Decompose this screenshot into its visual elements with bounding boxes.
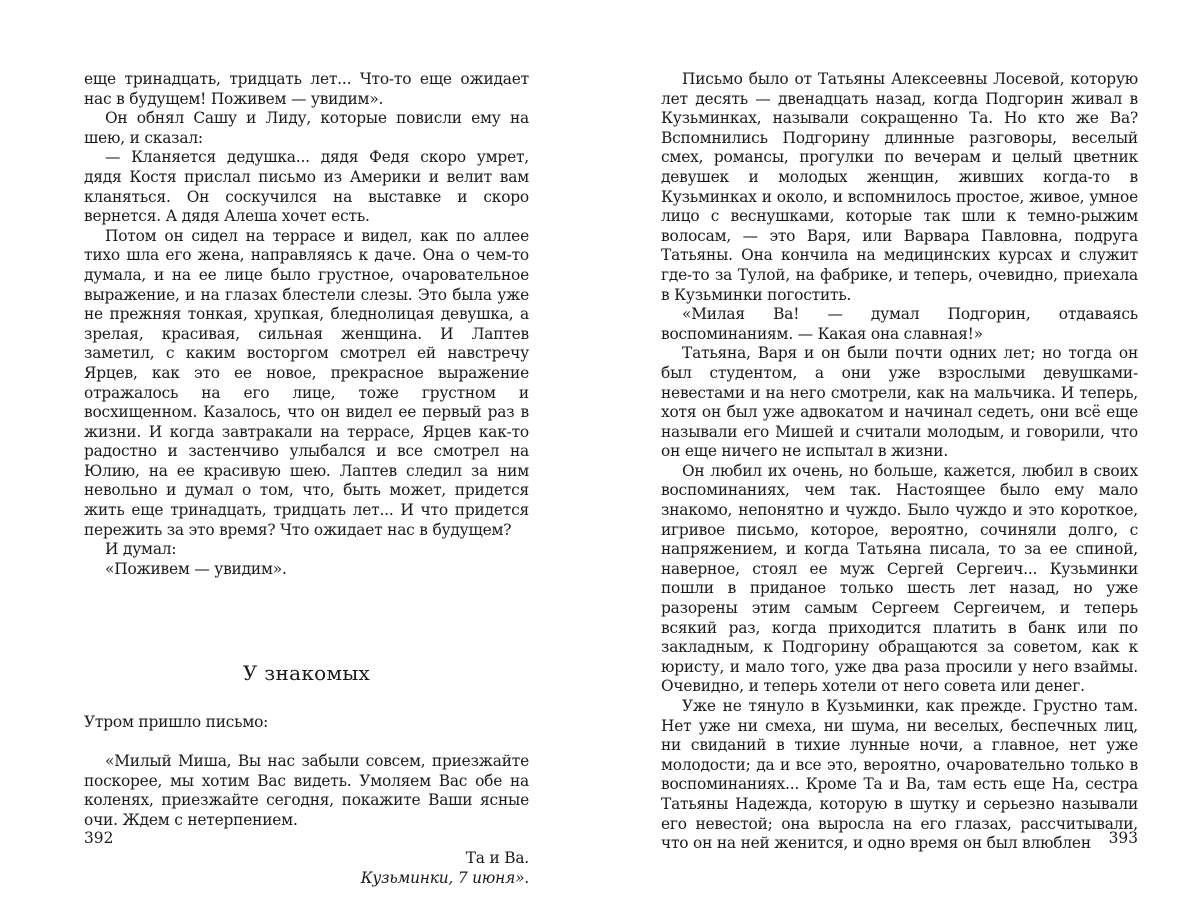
paragraph: Уже не тянуло в Кузьминки, как прежде. Грустно там. Нет уже ни смеха, ни шума, ни веселых, беспечных лиц, ни свиданий в тихие лунные ночи, а главное, нет уже молодости; да и все это, вероятно, очаровательно только в воспоминаниях... Кроме Та и Ва, там есть еще На, сестра Татьяны Надежда, которую в шутку и серьезно называли его невестой; она выросла на его глазах, рассчитывали, что он на ней женится, и одно время он был влюблен [661, 697, 1138, 853]
chapter-heading: У знакомых [242, 661, 371, 686]
right-page [600, 0, 1200, 900]
page-number-left: 392 [84, 829, 114, 847]
spacer [84, 830, 529, 849]
paragraph: «Поживем — увидим». [105, 559, 287, 578]
letter-text: «Милый Миша, Вы нас забыли совсем, приезжайте поскорее, мы хотим Вас видеть. Умоляем Вас обе на коленях, приезжайте сегодня, покажите Ваши ясные очи. Ждем с нетерпением. [84, 752, 529, 829]
letter-signature: Та и Ва. [465, 849, 529, 868]
paragraph: — Кланяется дедушка... дядя Федя скоро умрет, дядя Костя прислал письмо из Америки и велит вам кланяться. Он соскучился на выставке и скоро вернется. А дядя Алеша хочет есть. [84, 148, 529, 226]
left-text-column [84, 70, 529, 889]
paragraph: Он обнял Сашу и Лиду, которые повисли ему на шею, и сказал: [84, 109, 529, 147]
paragraph: Потом он сидел на террасе и видел, как по аллее тихо шла его жена, направляясь к даче. Она о чем-то думала, и на ее лице было грустное, очаровательное выражение, и на глазах блестели слезы. Это была уже не прежняя тонкая, хрупкая, бледнолицая девушка, а зрелая, красивая, сильная женщина. И Лаптев заметил, с каким восторгом смотрел ей навстречу Ярцев, как это ее новое, прекрасное выражение отражалось на его лице, тоже грустном и восхищенном. Казалось, что он видел ее первый раз в жизни. И когда завтракали на террасе, Ярцев как-то радостно и застенчиво улыбался и все смотрел на Юлию, на ее красивую шею. Лаптев следил за ним невольно и думал о том, что, быть может, придется жить еще тринадцать, тридцать лет... И что придется пережить за это время? Что ожидает нас в будущем? [84, 226, 529, 539]
letter-body [84, 752, 529, 830]
paragraph: «Милая Ва! — думал Подгорин, отдаваясь воспоминаниям. — Какая она славная!» [661, 305, 1138, 343]
spacer [84, 579, 529, 661]
paragraph: еще тринадцать, тридцать лет... Что-то еще ожидает нас в будущем! Поживем — увидим». [84, 70, 529, 108]
page-number-right: 393 [1108, 829, 1138, 847]
paragraph: Он любил их очень, но больше, кажется, любил в своих воспоминаниях, чем так. Настоящее было ему мало знакомо, непонятно и чуждо. Было чуждо и это короткое, игривое письмо, которое, вероятно, сочиняли долго, с напряжением, и когда Татьяна писала, то за ее спиной, наверное, стоял ее муж Сергей Сергеич... Кузьминки пошли в приданое только шесть лет назад, но уже разорены этим самым Сергеем Сергеичем, и теперь всякий раз, когда приходится платить в банк или по закладным, к Подгорину обращаются за советом, как к юристу, и мало того, уже два раза просили у него взаймы. Очевидно, и теперь хотели от него совета или денег. [661, 461, 1138, 696]
paragraph: Письмо было от Татьяны Алексеевны Лосевой, которую лет десять — двенадцать назад, когда Подгорин живал в Кузьминках, называли сокращенно Та. Но кто же Ва? Вспомнились Подгорину длинные разговоры, веселый смех, романсы, прогулки по вечерам и целый цветник девушек и молодых женщин, живших когда-то в Кузьминках и около, и вспомнилось простое, живое, умное лицо с веснушками, которые так шли к темно-рыжим волосам, — это Варя, или Варвара Павловна, подруга Татьяны. Она кончила на медицинских курсах и служит где-то за Тулой, на фабрике, и теперь, очевидно, приехала в Кузьминки погостить. [661, 70, 1138, 304]
letter-place-date: Кузьминки, 7 июня». [360, 869, 529, 887]
paragraph: Татьяна, Варя и он были почти одних лет; но тогда он был студентом, а они уже взрослыми девушками-невестами и на него смотрели, как на мальчика. И теперь, хотя он был уже адвокатом и начинал седеть, они всё еще называли его Мишей и считали молодым, и говорили, что он еще ничего не испытал в жизни. [661, 344, 1138, 461]
paragraph: И думал: [105, 540, 177, 559]
spacer [84, 685, 529, 713]
right-text-column [661, 70, 1138, 854]
letter-intro: Утром пришло письмо: [84, 713, 269, 732]
spacer [84, 733, 529, 752]
